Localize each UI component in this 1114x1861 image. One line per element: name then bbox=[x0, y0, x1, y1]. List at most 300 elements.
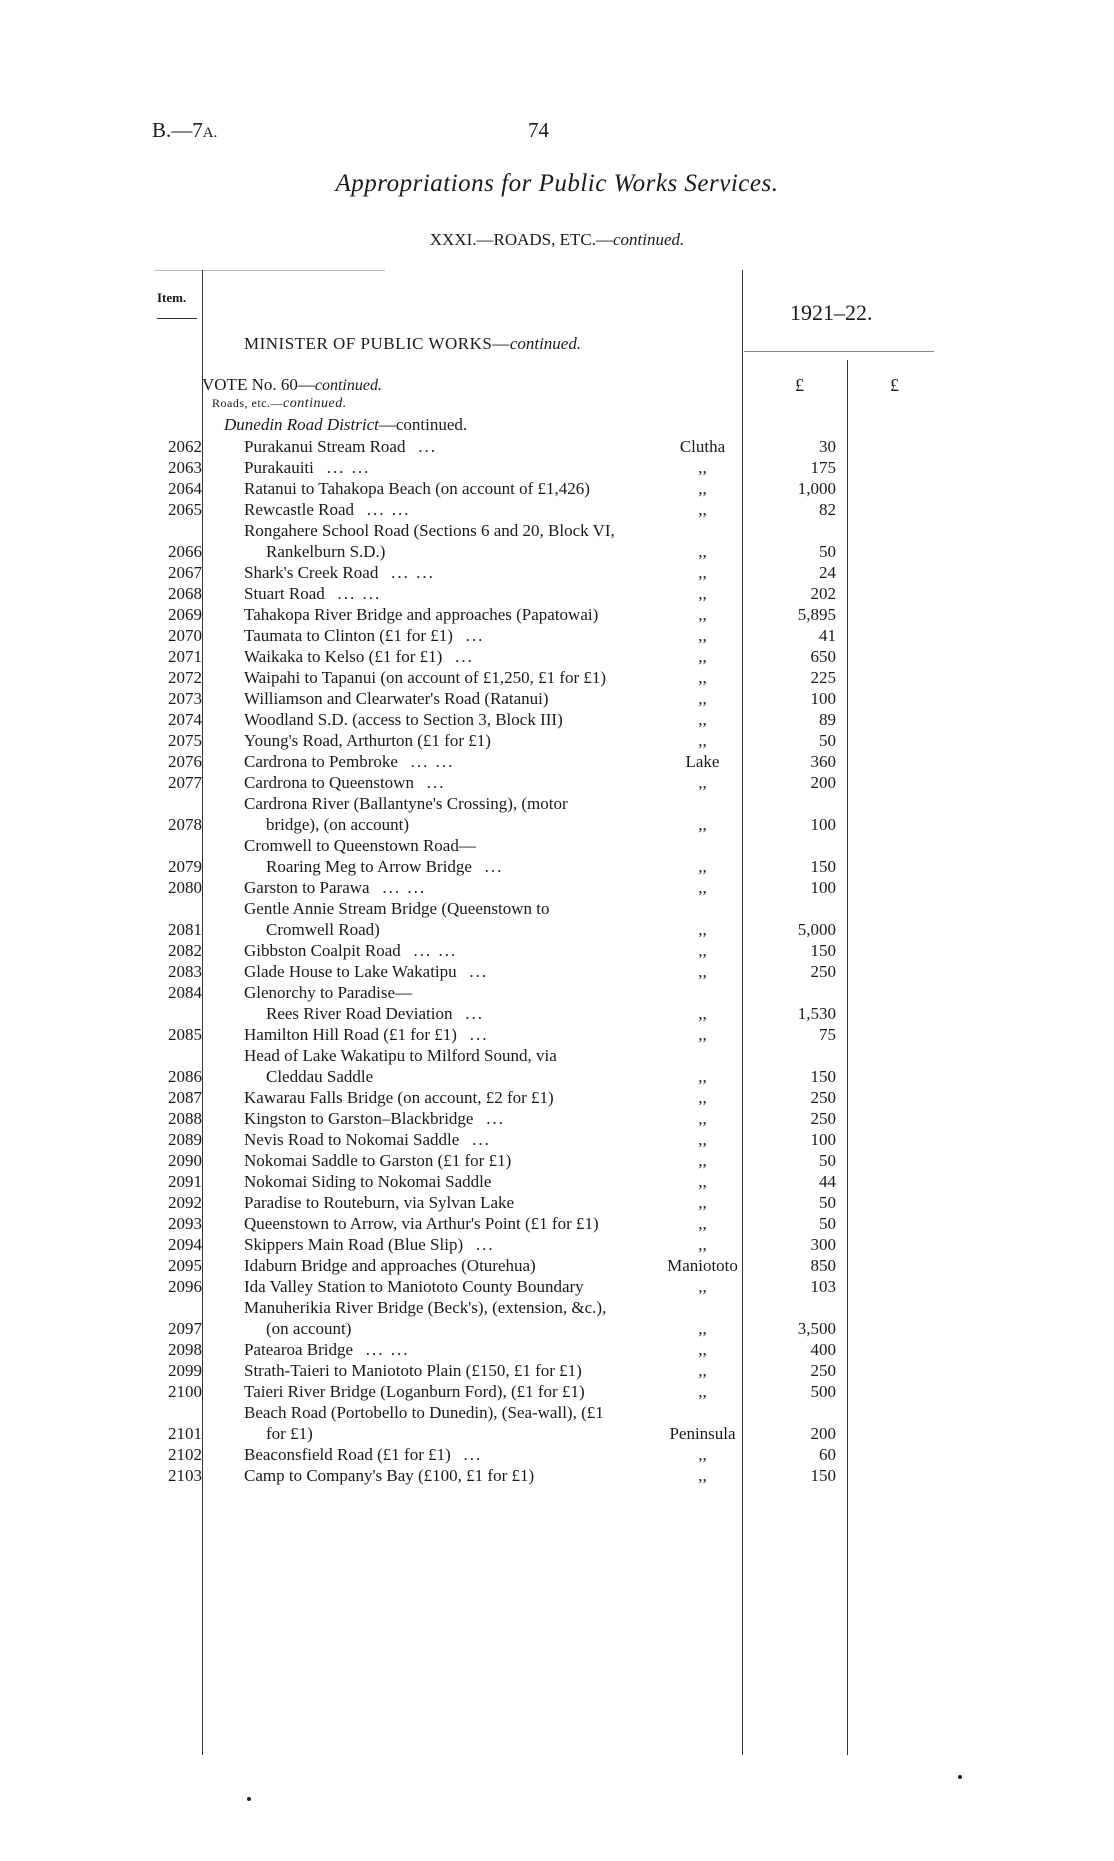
item-description bbox=[244, 583, 616, 604]
table-row bbox=[0, 625, 1114, 646]
item-number: 2084 bbox=[168, 983, 202, 1002]
description-text: Nevis Road to Nokomai Saddle bbox=[244, 1130, 460, 1149]
table-row bbox=[0, 898, 1114, 940]
item-description bbox=[244, 772, 616, 793]
district-name: ,, bbox=[698, 1361, 707, 1380]
item-description bbox=[244, 1234, 616, 1255]
amount: 100 bbox=[810, 815, 836, 834]
item-description bbox=[244, 1045, 616, 1087]
table-row bbox=[0, 1444, 1114, 1465]
description-text: Waikaka to Kelso (£1 for £1) bbox=[244, 647, 443, 666]
description-text: Glenorchy to Paradise— bbox=[244, 983, 413, 1002]
table-row bbox=[0, 793, 1114, 835]
item-description bbox=[244, 1192, 616, 1213]
description-text: Glade House to Lake Wakatipu bbox=[244, 962, 457, 981]
district-name: ,, bbox=[698, 962, 707, 981]
item-description bbox=[244, 1129, 616, 1150]
amount: 225 bbox=[810, 668, 836, 687]
amount: 250 bbox=[810, 1361, 836, 1380]
item-description bbox=[244, 625, 616, 646]
district-name: ,, bbox=[698, 878, 707, 897]
item-underline bbox=[157, 318, 197, 319]
description-text: Rees River Road Deviation bbox=[266, 1004, 453, 1023]
item-number: 2072 bbox=[168, 668, 202, 687]
item-number: 2092 bbox=[168, 1193, 202, 1212]
table-row bbox=[0, 1108, 1114, 1129]
table-row bbox=[0, 940, 1114, 961]
item-description bbox=[244, 1339, 616, 1360]
table-row bbox=[0, 688, 1114, 709]
item-description bbox=[244, 877, 616, 898]
year-column-header: 1921–22. bbox=[790, 300, 873, 325]
description-text: Beaconsfield Road (£1 for £1) bbox=[244, 1445, 451, 1464]
description-text: Roaring Meg to Arrow Bridge bbox=[266, 857, 472, 876]
item-description bbox=[244, 688, 616, 709]
item-description bbox=[244, 1381, 616, 1402]
reference-main: B.—7 bbox=[152, 118, 203, 142]
item-description bbox=[244, 478, 616, 499]
item-description bbox=[244, 1444, 616, 1465]
district-name: ,, bbox=[698, 857, 707, 876]
item-number: 2102 bbox=[168, 1445, 202, 1464]
description-text: Cardrona to Queenstown bbox=[244, 773, 414, 792]
district-name: ,, bbox=[698, 584, 707, 603]
item-number: 2076 bbox=[168, 752, 202, 771]
district-name: ,, bbox=[698, 1340, 707, 1359]
appropriation-table bbox=[0, 436, 1114, 1486]
description-text: Williamson and Clearwater's Road (Ratanui) bbox=[244, 689, 549, 708]
item-number: 2089 bbox=[168, 1130, 202, 1149]
minister-heading-main: MINISTER OF PUBLIC WORKS— bbox=[244, 334, 510, 353]
table-row bbox=[0, 457, 1114, 478]
leader-dots: ... bbox=[465, 626, 485, 645]
table-row bbox=[0, 961, 1114, 982]
district-name: ,, bbox=[698, 479, 707, 498]
table-row bbox=[0, 1234, 1114, 1255]
district-name: ,, bbox=[698, 731, 707, 750]
description-text: Ratanui to Tahakopa Beach (on account of £1,426) bbox=[244, 479, 590, 498]
district-heading-continued: —continued. bbox=[378, 415, 468, 434]
description-text: Garston to Parawa bbox=[244, 878, 370, 897]
district-name: ,, bbox=[698, 815, 707, 834]
district-name: ,, bbox=[698, 1067, 707, 1086]
district-name: ,, bbox=[698, 605, 707, 624]
item-description bbox=[244, 898, 616, 940]
leader-dots: ... bbox=[475, 1235, 495, 1254]
item-number: 2086 bbox=[168, 1067, 202, 1086]
table-row bbox=[0, 499, 1114, 520]
item-description bbox=[244, 709, 616, 730]
roads-heading bbox=[212, 396, 347, 412]
amount: 5,000 bbox=[797, 920, 836, 939]
description-text: Tahakopa River Bridge and approaches (Papatowai) bbox=[244, 605, 599, 624]
leader-dots: ... bbox=[463, 1445, 483, 1464]
item-number: 2103 bbox=[168, 1466, 202, 1485]
item-number: 2081 bbox=[168, 920, 202, 939]
description-text: Ida Valley Station to Maniototo County Boundary bbox=[244, 1277, 584, 1296]
description-text: Cardrona to Pembroke bbox=[244, 752, 398, 771]
item-description bbox=[244, 856, 616, 877]
table-row bbox=[0, 751, 1114, 772]
table-row bbox=[0, 1360, 1114, 1381]
item-number: 2093 bbox=[168, 1214, 202, 1233]
item-number: 2063 bbox=[168, 458, 202, 477]
table-row bbox=[0, 520, 1114, 562]
item-description bbox=[244, 751, 616, 772]
table-row bbox=[0, 667, 1114, 688]
item-number: 2075 bbox=[168, 731, 202, 750]
item-number: 2062 bbox=[168, 437, 202, 456]
amount: 89 bbox=[819, 710, 836, 729]
description-text: Manuherikia River Bridge (Beck's), (extension, &c.), (on account) bbox=[244, 1298, 607, 1338]
table-row bbox=[0, 1402, 1114, 1444]
section-subtitle bbox=[0, 230, 1114, 250]
item-description bbox=[244, 562, 616, 583]
table-row bbox=[0, 478, 1114, 499]
description-text: Taumata to Clinton (£1 for £1) bbox=[244, 626, 453, 645]
item-description bbox=[244, 1402, 616, 1444]
description-text: Idaburn Bridge and approaches (Oturehua) bbox=[244, 1256, 536, 1275]
amount: 175 bbox=[810, 458, 836, 477]
currency-symbol-total: £ bbox=[890, 375, 899, 395]
amount: 100 bbox=[810, 689, 836, 708]
district-heading-main: Dunedin Road District bbox=[224, 415, 379, 434]
description-text: Purakauiti bbox=[244, 458, 314, 477]
amount: 24 bbox=[819, 563, 836, 582]
district-name: ,, bbox=[698, 1004, 707, 1023]
description-text: Gibbston Coalpit Road bbox=[244, 941, 401, 960]
item-number: 2082 bbox=[168, 941, 202, 960]
description-text: Hamilton Hill Road (£1 for £1) bbox=[244, 1025, 457, 1044]
table-row bbox=[0, 1381, 1114, 1402]
table-row bbox=[0, 1045, 1114, 1087]
item-number: 2064 bbox=[168, 479, 202, 498]
amount: 75 bbox=[819, 1025, 836, 1044]
amount: 82 bbox=[819, 500, 836, 519]
roads-heading-main: Roads, etc.— bbox=[212, 396, 283, 410]
minister-heading bbox=[244, 334, 581, 354]
table-row bbox=[0, 646, 1114, 667]
table-row bbox=[0, 562, 1114, 583]
table-row bbox=[0, 982, 1114, 1003]
district-name: ,, bbox=[698, 920, 707, 939]
district-name: ,, bbox=[698, 1319, 707, 1338]
description-text: Cromwell to Queenstown Road— bbox=[244, 836, 476, 855]
amount: 44 bbox=[819, 1172, 836, 1191]
item-description bbox=[244, 1255, 616, 1276]
description-text: Paradise to Routeburn, via Sylvan Lake bbox=[244, 1193, 515, 1212]
table-row bbox=[0, 709, 1114, 730]
description-text: Camp to Company's Bay (£100, £1 for £1) bbox=[244, 1466, 535, 1485]
item-description bbox=[244, 667, 616, 688]
minister-heading-continued: continued. bbox=[509, 334, 582, 353]
table-row bbox=[0, 730, 1114, 751]
description-text: Waipahi to Tapanui (on account of £1,250, £1 for £1) bbox=[244, 668, 607, 687]
roads-heading-continued: continued. bbox=[283, 396, 347, 411]
amount: 250 bbox=[810, 962, 836, 981]
table-row bbox=[0, 1003, 1114, 1024]
leader-dots: ... bbox=[455, 647, 474, 666]
item-number: 2071 bbox=[168, 647, 202, 666]
item-description bbox=[244, 1297, 616, 1339]
subtitle-continued: continued. bbox=[612, 230, 685, 249]
item-number: 2065 bbox=[168, 500, 202, 519]
district-name: ,, bbox=[698, 773, 707, 792]
item-number: 2083 bbox=[168, 962, 202, 981]
district-name: ,, bbox=[698, 1109, 707, 1128]
table-row bbox=[0, 1213, 1114, 1234]
district-name: ,, bbox=[698, 1088, 707, 1107]
leader-dots: ... bbox=[426, 773, 446, 792]
district-name: ,, bbox=[698, 1130, 707, 1149]
amount: 250 bbox=[810, 1109, 836, 1128]
amount: 360 bbox=[810, 752, 836, 771]
header-rule-left bbox=[155, 270, 385, 271]
currency-symbol-amount: £ bbox=[795, 375, 804, 395]
description-text: Patearoa Bridge bbox=[244, 1340, 354, 1359]
item-number: 2088 bbox=[168, 1109, 202, 1128]
table-row bbox=[0, 604, 1114, 625]
amount: 103 bbox=[810, 1277, 836, 1296]
table-row bbox=[0, 1297, 1114, 1339]
page-number: 74 bbox=[528, 118, 549, 142]
table-row bbox=[0, 1192, 1114, 1213]
item-description bbox=[244, 1171, 616, 1192]
amount: 650 bbox=[810, 647, 836, 666]
description-text: Nokomai Saddle to Garston (£1 for £1) bbox=[244, 1151, 512, 1170]
item-number: 2085 bbox=[168, 1025, 202, 1044]
amount: 3,500 bbox=[797, 1319, 836, 1338]
item-number: 2069 bbox=[168, 605, 202, 624]
district-name: ,, bbox=[698, 1214, 707, 1233]
leader-dots: ... ... bbox=[382, 878, 427, 897]
amount: 41 bbox=[819, 626, 836, 645]
item-number: 2070 bbox=[168, 626, 202, 645]
description-text: Rongahere School Road (Sections 6 and 20, Block VI, Rankelburn S.D.) bbox=[244, 521, 615, 561]
year-underline bbox=[744, 351, 934, 352]
description-text: Taieri River Bridge (Loganburn Ford), (£1 for £1) bbox=[244, 1382, 585, 1401]
amount: 1,530 bbox=[797, 1004, 836, 1023]
amount: 150 bbox=[810, 857, 836, 876]
amount: 300 bbox=[810, 1235, 836, 1254]
print-speck bbox=[247, 1797, 251, 1801]
amount: 30 bbox=[819, 437, 836, 456]
amount: 150 bbox=[810, 1466, 836, 1485]
item-number: 2095 bbox=[168, 1256, 202, 1275]
amount: 150 bbox=[810, 941, 836, 960]
document-reference bbox=[152, 118, 217, 143]
item-description bbox=[244, 646, 616, 667]
district-name: ,, bbox=[698, 1193, 707, 1212]
item-number: 2101 bbox=[168, 1424, 202, 1443]
item-description bbox=[244, 961, 616, 982]
description-text: Kawarau Falls Bridge (on account, £2 for £1) bbox=[244, 1088, 554, 1107]
description-text: Woodland S.D. (access to Section 3, Block III) bbox=[244, 710, 563, 729]
amount: 400 bbox=[810, 1340, 836, 1359]
district-name: Maniototo bbox=[667, 1256, 738, 1275]
table-row bbox=[0, 1255, 1114, 1276]
amount: 50 bbox=[819, 731, 836, 750]
description-text: Kingston to Garston–Blackbridge bbox=[244, 1109, 474, 1128]
leader-dots: ... bbox=[486, 1109, 505, 1128]
item-number: 2066 bbox=[168, 542, 202, 561]
table-row bbox=[0, 1087, 1114, 1108]
leader-dots: ... bbox=[469, 962, 489, 981]
item-description bbox=[244, 1276, 616, 1297]
district-name: ,, bbox=[698, 1025, 707, 1044]
item-description bbox=[244, 730, 616, 751]
district-name: ,, bbox=[698, 500, 707, 519]
item-number: 2074 bbox=[168, 710, 202, 729]
item-number: 2091 bbox=[168, 1172, 202, 1191]
district-name: ,, bbox=[698, 626, 707, 645]
leader-dots: ... ... bbox=[337, 584, 382, 603]
item-description bbox=[244, 604, 616, 625]
description-text: Shark's Creek Road bbox=[244, 563, 379, 582]
item-description bbox=[244, 1465, 616, 1486]
item-number: 2080 bbox=[168, 878, 202, 897]
page-title: Appropriations for Public Works Services. bbox=[335, 170, 779, 197]
district-name: Lake bbox=[685, 752, 720, 771]
table-row bbox=[0, 1276, 1114, 1297]
district-name: ,, bbox=[698, 542, 707, 561]
leader-dots: ... bbox=[418, 437, 437, 456]
item-description bbox=[244, 835, 594, 856]
item-description bbox=[244, 1150, 616, 1171]
amount: 100 bbox=[810, 878, 836, 897]
amount: 850 bbox=[810, 1256, 836, 1275]
amount: 1,000 bbox=[797, 479, 836, 498]
description-text: Queenstown to Arrow, via Arthur's Point (£1 for £1) bbox=[244, 1214, 599, 1233]
table-row bbox=[0, 583, 1114, 604]
item-description bbox=[244, 793, 616, 835]
table-row bbox=[0, 1171, 1114, 1192]
district-name: ,, bbox=[698, 563, 707, 582]
amount: 150 bbox=[810, 1067, 836, 1086]
district-heading bbox=[224, 415, 467, 435]
district-name: Peninsula bbox=[669, 1424, 736, 1443]
item-number: 2079 bbox=[168, 857, 202, 876]
item-description bbox=[244, 1024, 616, 1045]
description-text: Rewcastle Road bbox=[244, 500, 354, 519]
amount: 250 bbox=[810, 1088, 836, 1107]
district-name: ,, bbox=[698, 668, 707, 687]
item-description bbox=[244, 499, 616, 520]
item-number: 2096 bbox=[168, 1277, 202, 1296]
item-description bbox=[244, 520, 616, 562]
amount: 50 bbox=[819, 1214, 836, 1233]
table-row bbox=[0, 877, 1114, 898]
table-row bbox=[0, 1129, 1114, 1150]
item-number: 2098 bbox=[168, 1340, 202, 1359]
leader-dots: ... bbox=[469, 1025, 489, 1044]
item-number: 2078 bbox=[168, 815, 202, 834]
item-description bbox=[244, 457, 616, 478]
amount: 5,895 bbox=[797, 605, 836, 624]
amount: 100 bbox=[810, 1130, 836, 1149]
district-name: ,, bbox=[698, 1277, 707, 1296]
leader-dots: ... ... bbox=[413, 941, 458, 960]
amount: 500 bbox=[810, 1382, 836, 1401]
item-number: 2067 bbox=[168, 563, 202, 582]
table-row bbox=[0, 856, 1114, 877]
amount: 50 bbox=[819, 542, 836, 561]
description-text: Purakanui Stream Road bbox=[244, 437, 406, 456]
item-description bbox=[244, 1003, 616, 1024]
item-description bbox=[244, 982, 594, 1003]
description-text: Head of Lake Wakatipu to Milford Sound, via Cleddau Saddle bbox=[244, 1046, 557, 1086]
leader-dots: ... ... bbox=[365, 1340, 410, 1359]
description-text: Beach Road (Portobello to Dunedin), (Sea-wall), (£1 for £1) bbox=[244, 1403, 604, 1443]
item-description bbox=[244, 1087, 616, 1108]
district-name: ,, bbox=[698, 710, 707, 729]
item-number: 2068 bbox=[168, 584, 202, 603]
district-name: ,, bbox=[698, 458, 707, 477]
vote-heading-main: VOTE No. 60— bbox=[202, 375, 315, 394]
item-number: 2100 bbox=[168, 1382, 202, 1401]
description-text: Cardrona River (Ballantyne's Crossing), (motor bridge), (on account) bbox=[244, 794, 568, 834]
table-row bbox=[0, 1465, 1114, 1486]
description-text: Strath-Taieri to Maniototo Plain (£150, £1 for £1) bbox=[244, 1361, 582, 1380]
amount: 202 bbox=[810, 584, 836, 603]
district-name: Clutha bbox=[679, 437, 726, 456]
item-number: 2090 bbox=[168, 1151, 202, 1170]
item-description bbox=[244, 1360, 616, 1381]
leader-dots: ... bbox=[472, 1130, 491, 1149]
amount: 200 bbox=[810, 1424, 836, 1443]
district-name: ,, bbox=[698, 1172, 707, 1191]
district-name: ,, bbox=[698, 1445, 707, 1464]
print-speck bbox=[958, 1775, 962, 1779]
district-name: ,, bbox=[698, 689, 707, 708]
item-number: 2087 bbox=[168, 1088, 202, 1107]
description-text: Stuart Road bbox=[244, 584, 325, 603]
item-description bbox=[244, 940, 616, 961]
amount: 50 bbox=[819, 1193, 836, 1212]
leader-dots: ... bbox=[465, 1004, 484, 1023]
item-number: 2077 bbox=[168, 773, 202, 792]
vote-heading bbox=[202, 375, 382, 395]
district-name: ,, bbox=[698, 1466, 707, 1485]
district-name: ,, bbox=[698, 1382, 707, 1401]
description-text: Gentle Annie Stream Bridge (Queenstown to Cromwell Road) bbox=[244, 899, 550, 939]
district-name: ,, bbox=[698, 1235, 707, 1254]
item-number: 2099 bbox=[168, 1361, 202, 1380]
description-text: Skippers Main Road (Blue Slip) bbox=[244, 1235, 464, 1254]
leader-dots: ... bbox=[484, 857, 504, 876]
district-name: ,, bbox=[698, 1151, 707, 1170]
item-description bbox=[244, 436, 616, 457]
amount: 200 bbox=[810, 773, 836, 792]
leader-dots: ... ... bbox=[391, 563, 435, 582]
table-row bbox=[0, 1024, 1114, 1045]
table-row bbox=[0, 772, 1114, 793]
description-text: Young's Road, Arthurton (£1 for £1) bbox=[244, 731, 491, 750]
leader-dots: ... ... bbox=[410, 752, 455, 771]
item-column-header: Item. bbox=[157, 290, 187, 305]
table-row bbox=[0, 1339, 1114, 1360]
item-description bbox=[244, 1213, 616, 1234]
district-name: ,, bbox=[698, 647, 707, 666]
table-row bbox=[0, 835, 1114, 856]
district-name: ,, bbox=[698, 941, 707, 960]
reference-suffix: A. bbox=[202, 125, 218, 141]
item-number: 2097 bbox=[168, 1319, 202, 1338]
table-row bbox=[0, 1150, 1114, 1171]
subtitle-main: XXXI.—ROADS, ETC.— bbox=[429, 230, 613, 249]
leader-dots: ... ... bbox=[326, 458, 371, 477]
item-number: 2094 bbox=[168, 1235, 202, 1254]
